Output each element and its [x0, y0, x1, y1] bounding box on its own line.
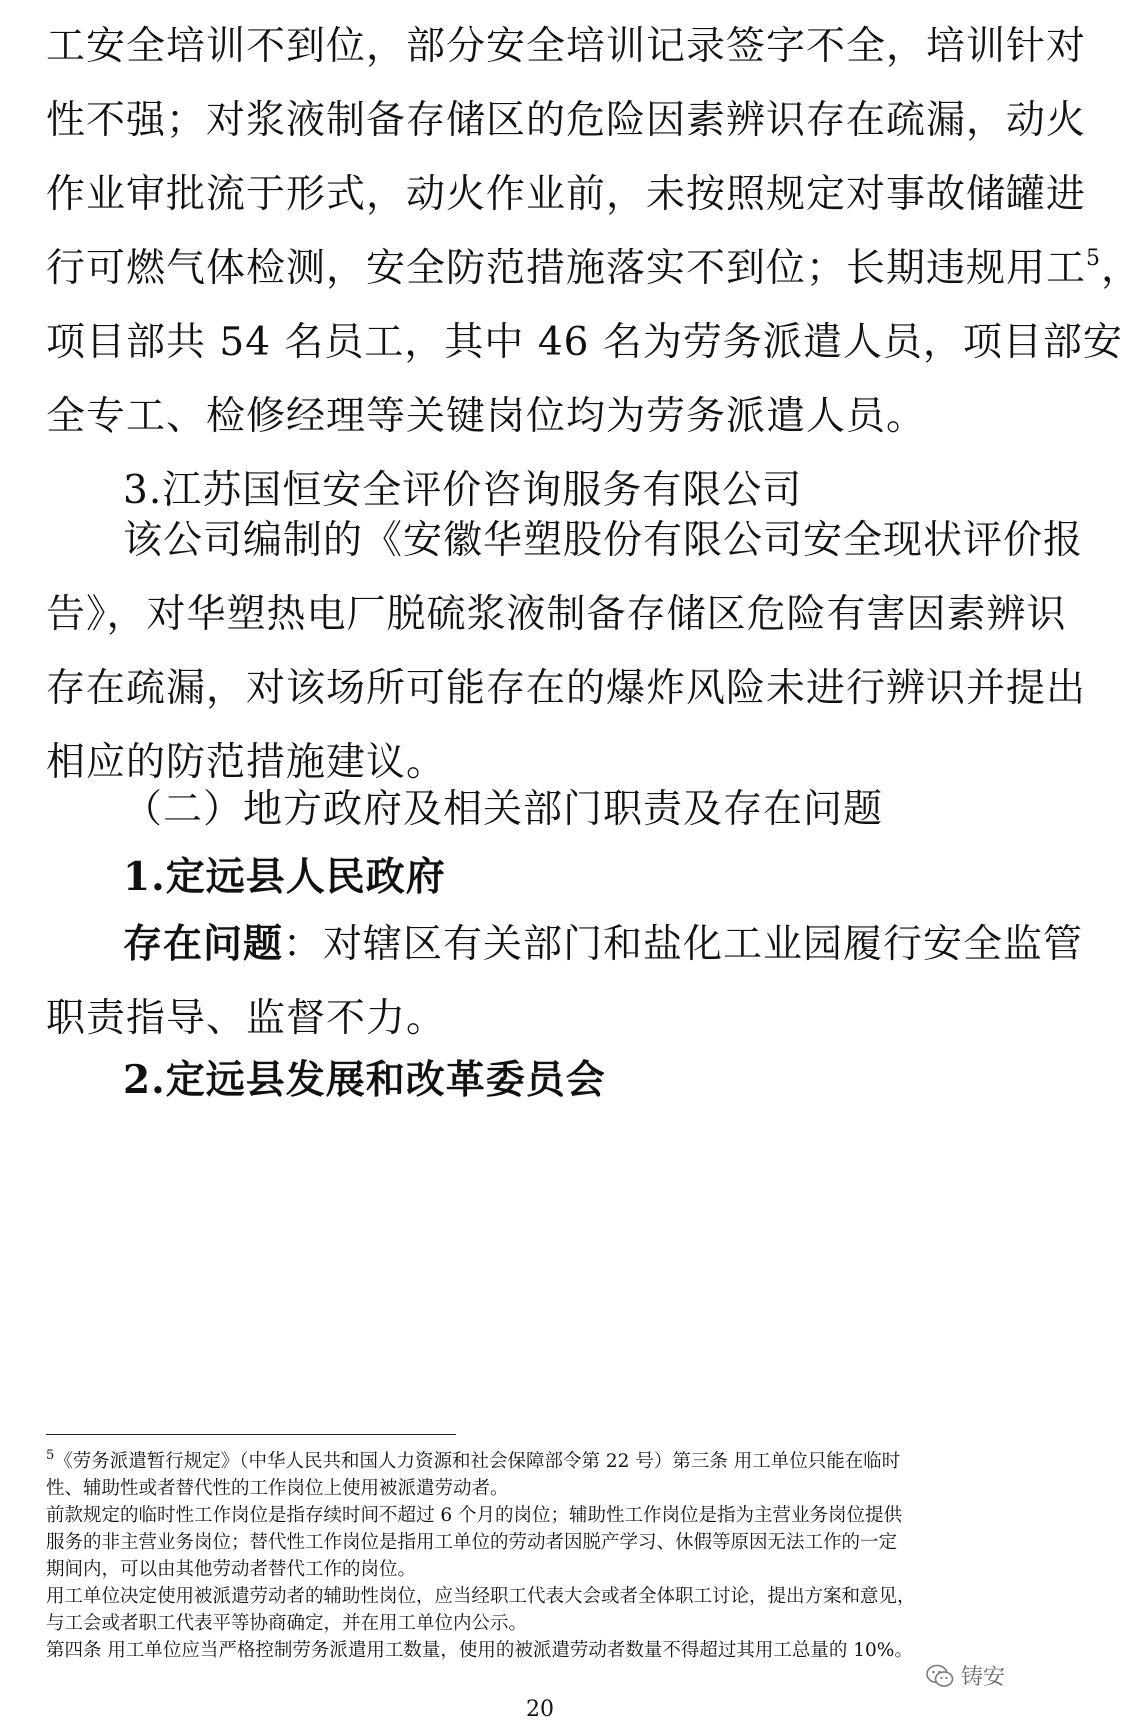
- watermark: [925, 1660, 1005, 1691]
- footnote-text: 《劳务派遣暂行规定》（中华人民共和国人力资源和社会保障部令第 22 号）第三条 用工单位只能在临时: [54, 1451, 901, 1472]
- text-line: 存在疏漏，对该场所可能存在的爆炸风险未进行辨识并提出: [46, 666, 1087, 711]
- text-line: 项目部共 54 名员工，其中 46 名为劳务派遣人员，项目部安: [46, 320, 1123, 365]
- footnote-line: 第四条 用工单位应当严格控制劳务派遣用工数量，使用的被派遣劳动者数量不得超过其用工总量的 10%。: [46, 1640, 913, 1661]
- text-line: 全专工、检修经理等关键岗位均为劳务派遣人员。: [46, 394, 927, 439]
- comma: ，: [1101, 246, 1141, 291]
- page-number: 20: [526, 1697, 554, 1722]
- section-heading: [46, 773, 1038, 847]
- footnote-line: 服务的非主营业务岗位；替代性工作岗位是指用工单位的劳动者因脱产学习、休假等原因无法工作的一定: [46, 1532, 898, 1553]
- paragraph-problem: [46, 907, 1084, 1056]
- problem-label: 存在问题: [123, 921, 284, 967]
- text-line: [46, 232, 1141, 306]
- text-line: 性不强；对浆液制备存储区的危险因素辨识存在疏漏，动火: [46, 98, 1087, 143]
- text-line: 作业审批流于形式，动火作业前，未按照规定对事故储罐进: [46, 172, 1087, 217]
- company-heading-text: 3.江苏国恒安全评价咨询服务有限公司: [123, 468, 803, 513]
- text-line: [46, 907, 1084, 982]
- footnote-line: 前款规定的临时性工作岗位是指存续时间不超过 6 个月的岗位；辅助性工作岗位是指为主营业务岗位提供: [46, 1505, 903, 1526]
- wechat-icon: [925, 1663, 955, 1689]
- paragraph-evaluation-report: [46, 504, 1087, 800]
- watermark-text: 铸安: [961, 1665, 1006, 1690]
- text-line: 告》，对华塑热电厂脱硫浆液制备存储区危险有害因素辨识: [46, 592, 1067, 637]
- paragraph-violations: [46, 10, 1141, 454]
- text-line: 相应的防范措施建议。: [46, 740, 447, 785]
- footnote-number: 5: [46, 1448, 55, 1463]
- text-line: 该公司编制的《安徽华塑股份有限公司安全现状评价报: [123, 518, 1084, 563]
- footnote-divider: [46, 1434, 456, 1435]
- problem-text: ：对辖区有关部门和盐化工业园履行安全监管: [283, 922, 1084, 967]
- item1-heading-text: 1.定远县人民政府: [123, 854, 446, 900]
- footnote-line: 性、辅助性或者替代性的工作岗位上使用被派遣劳动者。: [46, 1478, 509, 1499]
- text-line: 工安全培训不到位，部分安全培训记录签字不全，培训针对: [46, 24, 1087, 69]
- footnote-line: 与工会或者职工代表平等协商确定，并在用工单位内公示。: [46, 1613, 528, 1634]
- footnote-line: [46, 1448, 1041, 1475]
- text-segment: 行可燃气体检测，安全防范措施落实不到位；长期违规用工: [46, 246, 1087, 291]
- item1-heading: [46, 840, 1038, 914]
- footnote-line: 用工单位决定使用被派遣劳动者的辅助性岗位，应当经职工代表大会或者全体职工讨论，提出方案和意见，: [46, 1586, 916, 1607]
- item2-heading: [46, 1043, 1038, 1117]
- section-heading-text: （二）地方政府及相关部门职责及存在问题: [123, 787, 884, 832]
- footnote-reference: 5: [1086, 246, 1102, 271]
- text-line: 职责指导、监督不力。: [46, 996, 447, 1041]
- item2-heading-text: 2.定远县发展和改革委员会: [123, 1057, 606, 1103]
- footnote-line: 期间内，可以由其他劳动者替代工作的岗位。: [46, 1559, 417, 1580]
